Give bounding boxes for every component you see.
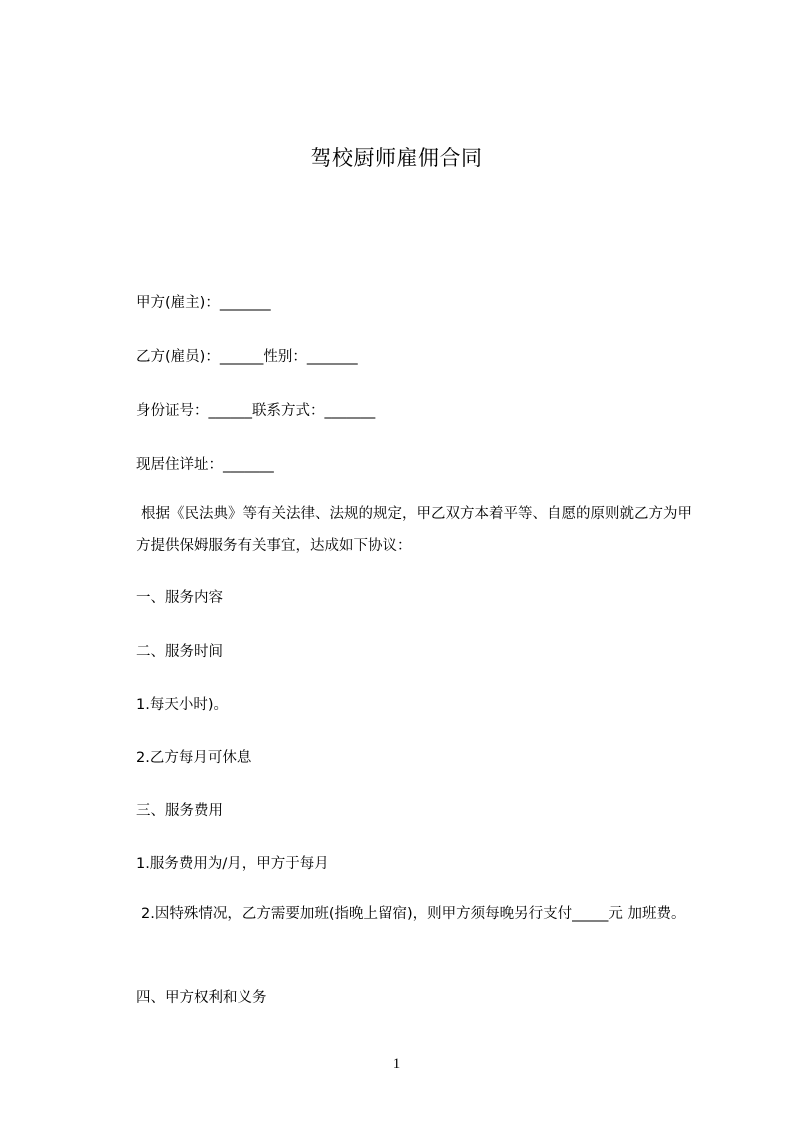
preamble-paragraph: 根据《民法典》等有关法律、法规的规定，甲乙双方本着平等、自愿的原则就乙方为甲方提供保姆服务有关事宜，达成如下协议： [136,506,692,554]
address-line: 现居住详址：_______ [136,457,274,473]
id-number-line: 身份证号：______联系方式：_______ [136,403,376,419]
item-daily-hours: 1.每天小时)。 [136,697,228,713]
section-service-fee: 三、服务费用 [136,803,223,819]
party-b-line: 乙方(雇员)：______性别：_______ [136,349,358,365]
item-fee-amount: 1.服务费用为/月，甲方于每月 [136,856,329,872]
section-service-content: 一、服务内容 [136,590,223,606]
section-party-a-rights: 四、甲方权利和义务 [136,990,267,1006]
document-title: 驾校厨师雇佣合同 [310,146,483,170]
party-a-line: 甲方(雇主)：_______ [136,295,271,311]
section-service-time: 二、服务时间 [136,644,223,660]
page-number: 1 [392,1056,401,1072]
item-overtime-fee: 2.因特殊情况，乙方需要加班(指晚上留宿)，则甲方须每晚另行支付_____元 加班费。 [141,906,686,922]
item-monthly-rest: 2.乙方每月可休息 [136,750,252,766]
